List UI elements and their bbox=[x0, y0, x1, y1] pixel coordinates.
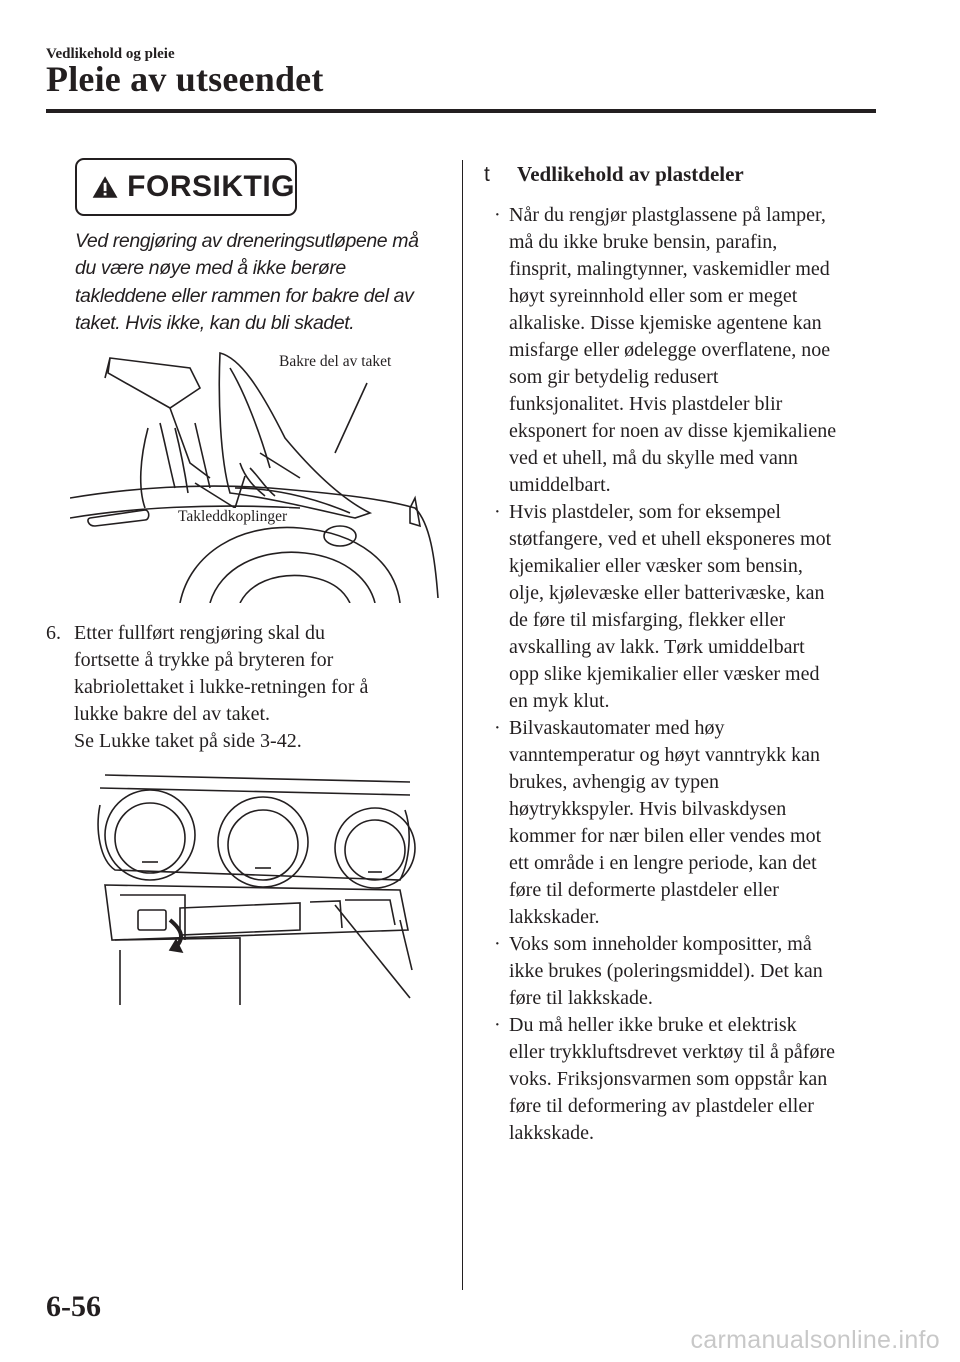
bullet-line: ett område i en lengre periode, kan det bbox=[509, 852, 817, 874]
bullet-line: må du ikke bruke bensin, parafin, bbox=[509, 231, 778, 253]
step-line: kabriolettaket i lukke-retningen for å bbox=[74, 676, 369, 698]
bullet-line: kjemikalier eller væsker som bensin, bbox=[509, 555, 803, 577]
bullet-line: de føre til misfarging, flekker eller bbox=[509, 609, 786, 631]
bullet-list bbox=[490, 202, 890, 1147]
bullet-line: umiddelbart. bbox=[509, 474, 611, 496]
list-item bbox=[490, 715, 890, 931]
column-divider bbox=[462, 160, 463, 1290]
bullet-line: føre til deformering av plastdeler eller bbox=[509, 1095, 814, 1117]
step-number: 6. bbox=[46, 622, 61, 644]
bullet-line: støtfangere, ved et uhell eksponeres mot bbox=[509, 528, 832, 550]
bullet-line: olje, kjølevæske eller batterivæske, kan bbox=[509, 582, 825, 604]
bullet-line: Voks som inneholder kompositter, må bbox=[509, 933, 812, 955]
bullet-line: som gir betydelig redusert bbox=[509, 366, 719, 388]
bullet-line: misfarge eller ødelegge overflatene, noe bbox=[509, 339, 831, 361]
bullet-dot: · bbox=[494, 204, 501, 226]
bullet-line: eksponert for noen av disse kjemikaliene bbox=[509, 420, 837, 442]
list-item bbox=[490, 1012, 890, 1147]
bullet-line: føre til lakkskade. bbox=[509, 987, 653, 1009]
page-title: Pleie av utseendet bbox=[46, 59, 324, 99]
bullet-line: Bilvaskautomater med høy bbox=[509, 717, 725, 739]
dashboard-switch-illustration bbox=[90, 770, 420, 1005]
bullet-line: kommer for nær bilen eller vendes mot bbox=[509, 825, 822, 847]
caution-title: FORSIKTIG bbox=[127, 170, 295, 203]
bullet-dot: · bbox=[494, 717, 501, 739]
bullet-line: en myk klut. bbox=[509, 690, 610, 712]
bullet-line: føre til deformerte plastdeler eller bbox=[509, 879, 779, 901]
bullet-line: Du må heller ikke bruke et elektrisk bbox=[509, 1014, 797, 1036]
bullet-line: lakkskade. bbox=[509, 1122, 594, 1144]
list-item bbox=[490, 202, 890, 499]
bullet-line: høyt syreinnhold eller som er meget bbox=[509, 285, 798, 307]
caution-box bbox=[75, 158, 297, 216]
page-number: 6-56 bbox=[46, 1290, 101, 1323]
bullet-line: voks. Friksjonsvarmen som oppstår kan bbox=[509, 1068, 828, 1090]
section-label: Vedlikehold og pleie bbox=[46, 46, 175, 62]
bullet-line: funksjonalitet. Hvis plastdeler blir bbox=[509, 393, 783, 415]
section-heading bbox=[484, 162, 744, 187]
step-line: lukke bakre del av taket. bbox=[74, 703, 271, 725]
step-6 bbox=[46, 620, 446, 755]
bullet-dot: · bbox=[494, 501, 501, 523]
roof-illustration bbox=[70, 348, 440, 603]
caution-text: Ved rengjøring av dreneringsutløpene må du være nøye med å ikke berøre takleddene eller rammen for bakre del av taket. Hvis ikke, kan du bli skadet. bbox=[75, 230, 419, 334]
step-line: Etter fullført rengjøring skal du bbox=[74, 622, 326, 644]
bullet-line: opp slike kjemikalier eller væsker med bbox=[509, 663, 820, 685]
bullet-dot: · bbox=[494, 1014, 501, 1036]
bullet-line: avskalling av lakk. Tørk umiddelbart bbox=[509, 636, 805, 658]
bullet-line: høytrykkspyler. Hvis bilvaskdysen bbox=[509, 798, 787, 820]
warning-icon bbox=[91, 172, 119, 202]
label-rear-roof: Bakre del av taket bbox=[279, 353, 392, 370]
list-item bbox=[490, 931, 890, 1012]
bullet-line: finsprit, malingtynner, vaskemidler med bbox=[509, 258, 830, 280]
bullet-line: Når du rengjør plastglassene på lamper, bbox=[509, 204, 826, 226]
bullet-line: ved et uhell, må du skylle med vann bbox=[509, 447, 798, 469]
step-line: fortsette å trykke på bryteren for bbox=[74, 649, 334, 671]
title-rule bbox=[46, 109, 876, 113]
bullet-line: lakkskader. bbox=[509, 906, 600, 928]
step-line: Se Lukke taket på side 3-42. bbox=[74, 730, 302, 752]
watermark: carmanualsonline.info bbox=[690, 1326, 940, 1354]
list-item bbox=[490, 499, 890, 715]
section-heading-text: Vedlikehold av plastdeler bbox=[517, 162, 744, 186]
bullet-line: Hvis plastdeler, som for eksempel bbox=[509, 501, 781, 523]
bullet-line: ikke brukes (poleringsmiddel). Det kan bbox=[509, 960, 823, 982]
label-roof-couplings: Takleddkoplinger bbox=[178, 508, 288, 525]
bullet-line: brukes, avhengig av typen bbox=[509, 771, 719, 793]
bullet-dot: · bbox=[494, 933, 501, 955]
bullet-line: alkaliske. Disse kjemiske agentene kan bbox=[509, 312, 822, 334]
bullet-line: eller trykkluftsdrevet verktøy til å påføre bbox=[509, 1041, 835, 1063]
bullet-line: vanntemperatur og høyt vanntrykk kan bbox=[509, 744, 821, 766]
section-marker: t bbox=[484, 163, 490, 186]
